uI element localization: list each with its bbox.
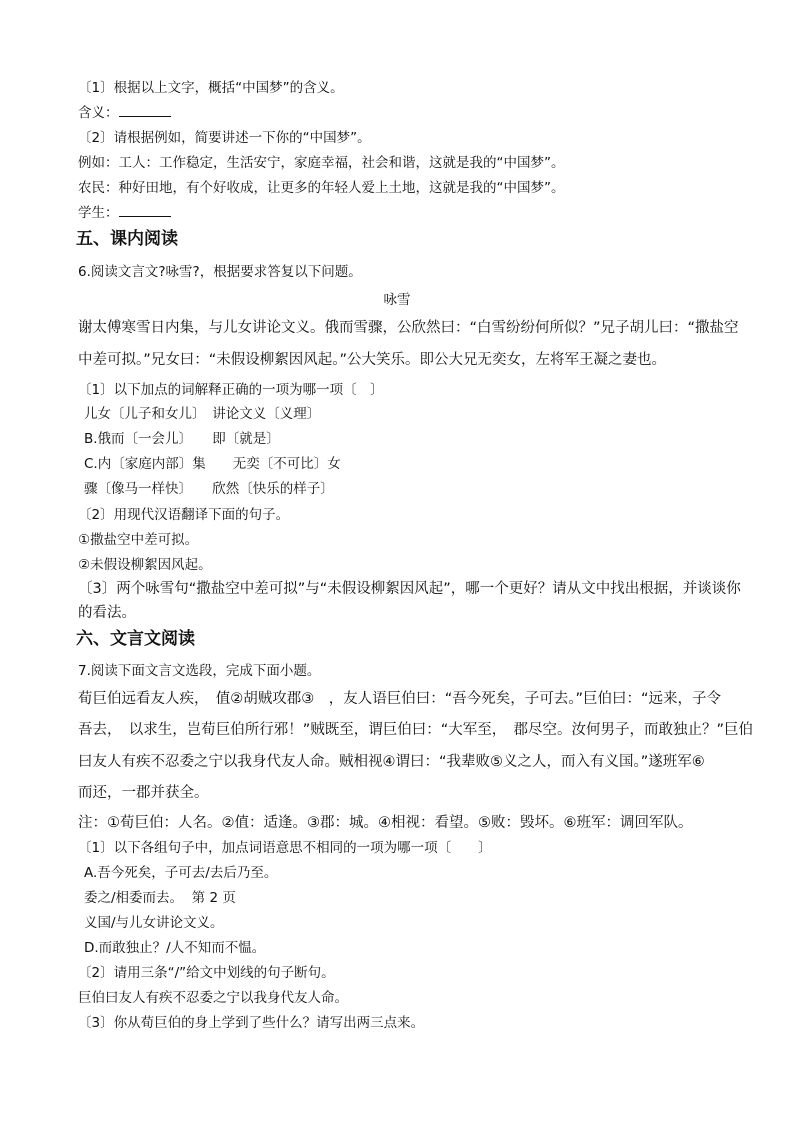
section-5-heading: 五、课内阅读	[76, 229, 178, 249]
option-7-b-line	[84, 889, 236, 907]
page-number: 第 2 页	[191, 890, 236, 906]
poem-title: 咏雪	[383, 292, 411, 308]
option-7-c: 义国/与儿女讲论文义。	[84, 915, 224, 931]
question-6-3-line-2: 的看法。	[78, 605, 136, 621]
passage-6-line-1: 谢太傅寒雪日内集，与儿女讲论文义。俄而雪骤，公欣然曰：“白雪纷纷何所似？”兄子胡儿曰：“撒盐空	[78, 320, 739, 336]
option-6-c: C.内〔家庭内部〕集 无奕〔不可比〕女	[84, 456, 341, 472]
option-6-a: 儿女〔儿子和女儿〕 讲论文义〔义理〕	[84, 406, 321, 422]
question-4-2: 〔2〕请根据例如，简要讲述一下你的“中国梦”。	[78, 130, 371, 146]
question-7-intro: 7.阅读下面文言文选段，完成下面小题。	[78, 663, 321, 679]
option-6-b: B.俄而〔一会儿〕 即〔就是〕	[84, 431, 280, 447]
question-7-1: 〔1〕以下各组句子中，加点词语意思不相同的一项为哪一项〔 〕	[78, 840, 492, 856]
meaning-answer-blank[interactable]	[119, 104, 171, 117]
example-farmer: 农民：种好田地，有个好收成，让更多的年轻人爱上土地，这就是我的“中国梦”。	[78, 180, 565, 196]
passage-7-line-3: 曰友人有疾不忍委之宁以我身代友人命。贼相视④谓曰：“我辈败⑤义之人，而入有义国。”遂班军⑥	[78, 754, 705, 770]
sentence-6-1: ①撒盐空中差可拟。	[78, 532, 199, 548]
student-answer-line	[78, 204, 171, 222]
option-6-d: 骤〔像马一样快〕 欣然〔快乐的样子〕	[84, 481, 334, 497]
student-answer-blank[interactable]	[119, 204, 171, 217]
option-7-b: 委之/相委而去。	[84, 890, 184, 906]
passage-7-line-4: 而还，一郡并获全。	[78, 785, 209, 801]
passage-7-line-2: 吾去， 以求生，岂荀巨伯所行邪！”贼既至，谓巨伯曰：“大军至， 郡尽空。汝何男子，而敢独止？”巨伯	[78, 722, 754, 738]
meaning-answer-line	[78, 104, 171, 122]
meaning-label: 含义：	[78, 105, 119, 121]
option-7-a: A.吾今死矣，子可去/去后乃至。	[84, 865, 278, 881]
passage-7-notes: 注：①荀巨伯：人名。②值：适逢。③郡：城。④相视：看望。⑤败：毁坏。⑥班军：调回军队。	[78, 815, 693, 831]
passage-6-line-2: 中差可拟。”兄女曰：“未假设柳絮因风起。”公大笑乐。即公大兄无奕女，左将军王凝之妻也。	[78, 352, 667, 368]
question-7-2-sentence: 巨伯曰友人有疾不忍委之宁以我身代友人命。	[78, 990, 348, 1006]
question-4-1: 〔1〕根据以上文字，概括“中国梦”的含义。	[78, 80, 344, 96]
question-7-2: 〔2〕请用三条“/”给文中划线的句子断句。	[78, 965, 335, 981]
question-6-3-line-1: 〔3〕两个咏雪句“撒盐空中差可拟”与“未假设柳絮因风起”，哪一个更好？请从文中找出根据，并谈谈你	[78, 581, 741, 597]
sentence-6-2: ②未假设柳絮因风起。	[78, 557, 212, 573]
question-6-intro: 6.阅读文言文?咏雪?，根据要求答复以下问题。	[78, 264, 362, 280]
option-7-d: D.而敢独止？/人不知而不愠。	[84, 940, 266, 956]
example-worker: 例如：工人：工作稳定，生活安宁，家庭幸福，社会和谐，这就是我的“中国梦”。	[78, 155, 565, 171]
question-7-3: 〔3〕你从荀巨伯的身上学到了些什么？请写出两三点来。	[78, 1015, 425, 1031]
student-label: 学生：	[78, 205, 119, 221]
passage-7-line-1: 荀巨伯远看友人疾， 值②胡贼攻郡③ ，友人语巨伯曰：“吾今死矣，子可去。”巨伯曰：“远来，子令	[78, 691, 722, 707]
question-6-2: 〔2〕用现代汉语翻译下面的句子。	[78, 507, 290, 523]
section-6-heading: 六、文言文阅读	[76, 629, 195, 649]
question-6-1: 〔1〕以下加点的词解释正确的一项为哪一项〔 〕	[78, 382, 384, 398]
